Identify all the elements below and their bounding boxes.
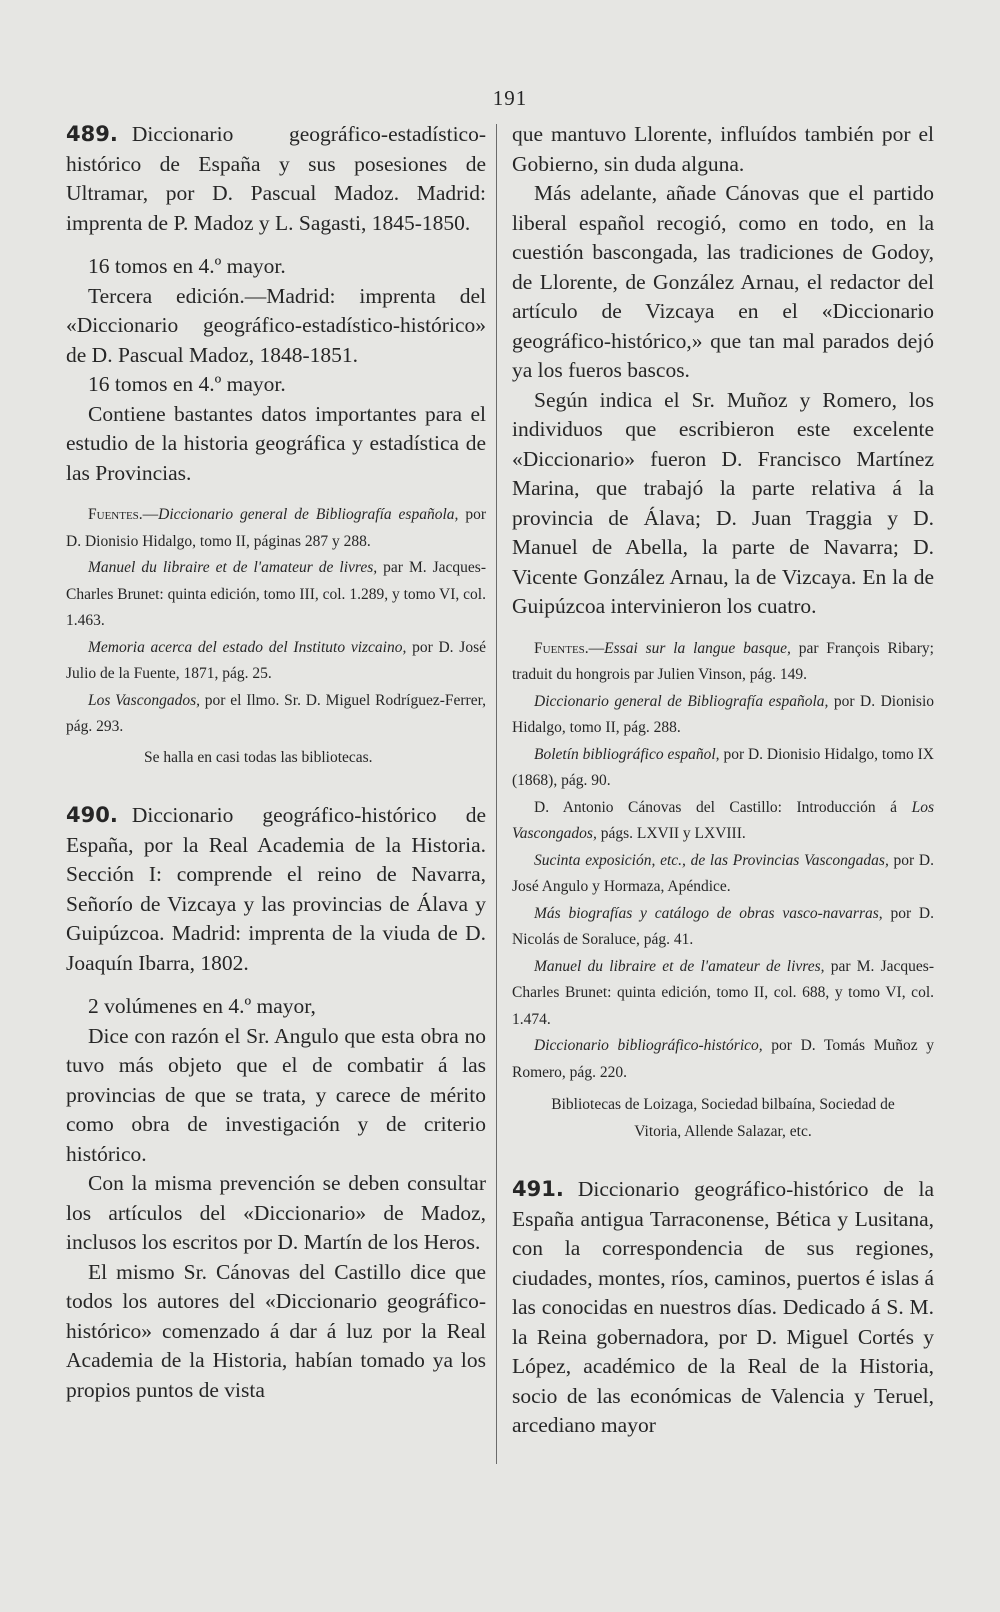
right-para-1: Más adelante, añade Cánovas que el partido liberal español recogió, como en todo, en la cuestión bascongada, las tradiciones de Godoy, de Llorente, de González Arnau, el redactor del artículo de Vizcaya en el «Diccionario geográfico-histórico,» que tan mal parados dejó ya los fueros bascos.	[512, 181, 934, 382]
entry-490-para-3: El mismo Sr. Cánovas del Castillo dice que todos los autores del «Diccionario geográfico-histórico» comenzado á dar á luz por la Real Academia de la Historia, habían tomado ya los propios puntos de vista	[66, 1259, 486, 1402]
entry-490-number: 490.	[66, 803, 118, 827]
right-source-4: D. Antonio Cánovas del Castillo: Introducción á Los Vascongados, págs. LXVII y LXVIII.	[512, 798, 934, 842]
entry-489-format-1: 16 tomos en 4.º mayor.	[88, 254, 286, 278]
right-column	[512, 120, 934, 1441]
entry-489-format-2: 16 tomos en 4.º mayor.	[88, 372, 286, 396]
right-para-2: Según indica el Sr. Muñoz y Romero, los individuos que escribieron este excelente «Diccionario» fueron D. Francisco Martínez Marina, que trabajó la parte relativa á la provincia de Álava; D. Juan Traggia y D. Manuel de Abella, la parte de Navarra; D. Vicente González Arnau, la de Vizcaya. En la de Guipúzcoa intervinieron los cuatro.	[512, 387, 934, 618]
right-source-8: Diccionario bibliográfico-histórico, por D. Tomás Muñoz y Romero, pág. 220.	[512, 1037, 935, 1081]
right-source-2: Diccionario general de Bibliografía española, por D. Dionisio Hidalgo, tomo II, pág. 288.	[512, 692, 935, 736]
entry-490-para-2: Con la misma prevención se deben consultar los artículos del «Diccionario» de Madoz, inclusos los escritos por D. Martín de los Heros.	[66, 1171, 486, 1254]
entry-490-para-1: Dice con razón el Sr. Angulo que esta obra no tuvo más objeto que el de combatir á las provincias de que se trata, y carece de mérito como obra de investigación y de criterio histórico.	[66, 1023, 486, 1166]
right-source-5: Sucinta exposición, etc., de las Provincias Vascongadas, por D. José Angulo y Hormaza, Apéndice.	[512, 851, 934, 895]
left-column	[66, 120, 486, 1405]
entry-489-source-3: Memoria acerca del estado del Instituto vizcaino, por D. José Julio de la Fuente, 1871, pág. 25.	[66, 638, 486, 682]
entry-491-number: 491.	[512, 1177, 564, 1201]
entry-489-source-4: Los Vascongados, por el Ilmo. Sr. D. Miguel Rodríguez-Ferrer, pág. 293.	[66, 691, 486, 735]
right-source-1: Fuentes.—Essai sur la langue basque, par François Ribary; traduit du hongrois par Julien Vinson, pág. 149.	[512, 639, 934, 683]
entry-489-number: 489.	[66, 122, 118, 146]
entry-489-source-1: Fuentes.—Diccionario general de Bibliografía española, por D. Dionisio Hidalgo, tomo II, páginas 287 y 288.	[66, 506, 486, 550]
entry-490-title: 490. Diccionario geográfico-histórico de España, por la Real Academia de la Historia. Sección I: comprende el reino de Navarra, Señorío de Vizcaya y las provincias de Álava y Guipúzcoa. Madrid: imprenta de la viuda de D. Joaquín Ibarra, 1802.	[66, 803, 486, 975]
entry-491-title: 491. Diccionario geográfico-histórico de la España antigua Tarraconense, Bética y Lusitana, con la correspondencia de sus regiones, ciudades, montes, ríos, caminos, puertos é islas á las conocidas en nuestros días. Dedicado á S. M. la Reina gobernadora, por D. Miguel Cortés y López, académico de la Real de la Historia, socio de las económicas de Valencia y Teruel, arcediano mayor	[512, 1177, 934, 1437]
continuation-text: que mantuvo Llorente, influídos también por el Gobierno, sin duda alguna.	[512, 122, 934, 176]
right-source-3: Boletín bibliográfico español, por D. Dionisio Hidalgo, tomo IX (1868), pág. 90.	[512, 745, 934, 789]
entry-490-format: 2 volúmenes en 4.º mayor,	[88, 994, 316, 1018]
entry-489-availability: Se halla en casi todas las bibliotecas.	[144, 748, 373, 766]
right-source-7: Manuel du libraire et de l'amateur de livres, par M. Jacques-Charles Brunet: quinta edición, tomo II, col. 688, y tomo VI, col. 1.474.	[512, 957, 934, 1028]
page-number: 191	[492, 86, 528, 110]
right-availability: Bibliotecas de Loizaga, Sociedad bilbaína, Sociedad de Vitoria, Allende Salazar, etc.	[551, 1096, 895, 1140]
column-divider	[496, 124, 497, 1464]
entry-489-title: 489. Diccionario geográfico-estadístico-histórico de España y sus posesiones de Ultramar, por D. Pascual Madoz. Madrid: imprenta de P. Madoz y L. Sagasti, 1845-1850.	[66, 122, 486, 235]
right-source-6: Más biografías y catálogo de obras vasco-navarras, por D. Nicolás de Soraluce, pág. 41.	[512, 904, 935, 948]
entry-489-edition: Tercera edición.—Madrid: imprenta del «Diccionario geográfico-estadístico-histórico» de D. Pascual Madoz, 1848-1851.	[66, 283, 486, 367]
entry-489-note: Contiene bastantes datos importantes para el estudio de la historia geográfica y estadística de las Provincias.	[66, 401, 486, 485]
entry-489-source-2: Manuel du libraire et de l'amateur de livres, par M. Jacques-Charles Brunet: quinta edición, tomo III, col. 1.289, y tomo VI, col. 1.463.	[66, 559, 486, 629]
